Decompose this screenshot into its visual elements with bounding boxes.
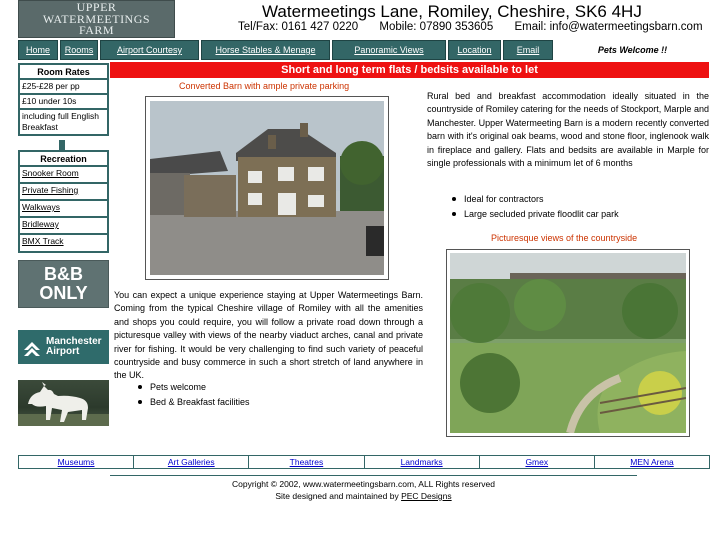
barn-illustration <box>150 101 384 275</box>
bb-only-badge <box>18 260 109 308</box>
barn-photo[interactable] <box>145 96 389 280</box>
copyright-text: Copyright © 2002, www.watermeetingsbarn.com, ALL Rights reserved <box>232 479 495 489</box>
footer-link-gmex[interactable]: Gmex <box>480 456 595 468</box>
footer-link-museums[interactable]: Museums <box>19 456 134 468</box>
recreation-bridleway-link[interactable]: Bridleway <box>20 218 107 235</box>
countryside-illustration <box>450 253 686 433</box>
mobile-text: Mobile: 07890 353605 <box>379 21 494 33</box>
recreation-bmx-link[interactable]: BMX Track <box>22 236 64 246</box>
barn-photo-image <box>150 101 384 275</box>
rate-child: £10 under 10s <box>20 95 107 110</box>
bullet-bed-breakfast: Bed & Breakfast facilities <box>136 395 396 410</box>
airport-badge-text <box>46 337 102 357</box>
bb-line-2: ONLY <box>39 283 88 303</box>
room-rates-title: Room Rates <box>20 65 107 80</box>
nav-location[interactable]: Location <box>448 40 501 60</box>
recreation-walkways-link[interactable]: Walkways <box>20 201 107 218</box>
right-bullet-list <box>450 192 710 221</box>
telfax-text: Tel/Fax: 0161 427 0220 <box>238 21 359 33</box>
email-text: Email: info@watermeetingsbarn.com <box>514 21 703 33</box>
intro-left-paragraph: You can expect a unique experience staying at Upper Watermeetings Barn. Coming from the typical Cheshire village of Romiley with all the amenities and shops you could require, you will follow a private road down through a picturesque valley with views of the nearby viaduct arches, canal and private river for fishing. It would be very challenging to find such variety of peaceful countryside and busy commerce in such a short stretch of land anywhere in the UK. <box>114 290 423 381</box>
recreation-fishing-link[interactable]: Private Fishing <box>20 184 107 201</box>
designed-by-line <box>0 491 727 501</box>
footer-link-theatres[interactable]: Theatres <box>249 456 364 468</box>
airport-badge-line-2: Airport <box>46 346 80 357</box>
countryside-photo[interactable] <box>446 249 690 437</box>
contact-line <box>238 21 703 33</box>
photo2-caption: Picturesque views of the countryside <box>491 233 638 243</box>
footer-link-men-arena[interactable]: MEN Arena <box>630 457 674 467</box>
designer-link[interactable]: PEC Designs <box>401 491 452 501</box>
nav-horse-stables[interactable]: Horse Stables & Menage <box>201 40 330 60</box>
footer-link-art-galleries[interactable]: Art Galleries <box>134 456 249 468</box>
rate-breakfast-note: including full English Breakfast <box>22 111 100 132</box>
footer-divider <box>110 475 637 476</box>
pets-welcome-label: Pets Welcome !! <box>597 45 668 55</box>
airport-logo-icon <box>22 336 42 358</box>
horse-photo[interactable] <box>18 380 109 426</box>
logo-line-2: WATERMEETINGS <box>42 11 151 26</box>
bullet-contractors: Ideal for contractors <box>450 192 710 207</box>
manchester-airport-badge[interactable] <box>18 330 109 364</box>
main-nav <box>18 40 710 60</box>
photo1-caption: Converted Barn with ample private parking <box>179 81 350 91</box>
bullet-pets-welcome: Pets welcome <box>136 380 396 395</box>
nav-home[interactable]: Home <box>18 40 58 60</box>
bb-line-1: B&B <box>44 264 83 284</box>
logo-line-3: FARM <box>78 23 115 37</box>
designed-by-text: Site designed and maintained by <box>275 491 399 501</box>
sidebar-connector <box>59 140 65 150</box>
recreation-snooker-link[interactable]: Snooker Room <box>20 167 107 184</box>
intro-right-paragraph: Rural bed and breakfast accommodation ideally situated in the countryside of Romiley catering for the needs of Stockport, Marple and Manchester. Upper Watermeeting Barn is a modern recently converted barn with it's original oak beams, wood and stone floor, inglenook walk in fireplace and gallery. Flats and bedsits are available in Marple for single professionals with a minimum let of 6 months <box>427 91 709 169</box>
footer-link-landmarks[interactable]: Landmarks <box>365 456 480 468</box>
room-rates-box <box>18 63 109 136</box>
recreation-box <box>18 150 109 253</box>
rate-adult: £25-£28 per pp <box>20 80 107 95</box>
recreation-title: Recreation <box>20 152 107 167</box>
site-logo[interactable] <box>18 0 175 38</box>
left-bullet-list <box>136 380 396 409</box>
nav-email[interactable]: Email <box>503 40 553 60</box>
footer-links <box>18 455 710 469</box>
address-heading: Watermeetings Lane, Romiley, Cheshire, SK6 4HJ <box>262 2 642 21</box>
bullet-car-park: Large secluded private floodlit car park <box>450 207 710 222</box>
airport-badge-line-1: Manchester <box>46 336 102 347</box>
announcement-banner: Short and long term flats / bedsits available to let <box>110 62 709 78</box>
logo-line-1: UPPER <box>76 0 117 14</box>
nav-airport-courtesy[interactable]: Airport Courtesy <box>100 40 199 60</box>
countryside-photo-image <box>450 253 686 433</box>
nav-rooms[interactable]: Rooms <box>60 40 98 60</box>
horse-image <box>18 380 109 426</box>
nav-panoramic-views[interactable]: Panoramic Views <box>332 40 446 60</box>
